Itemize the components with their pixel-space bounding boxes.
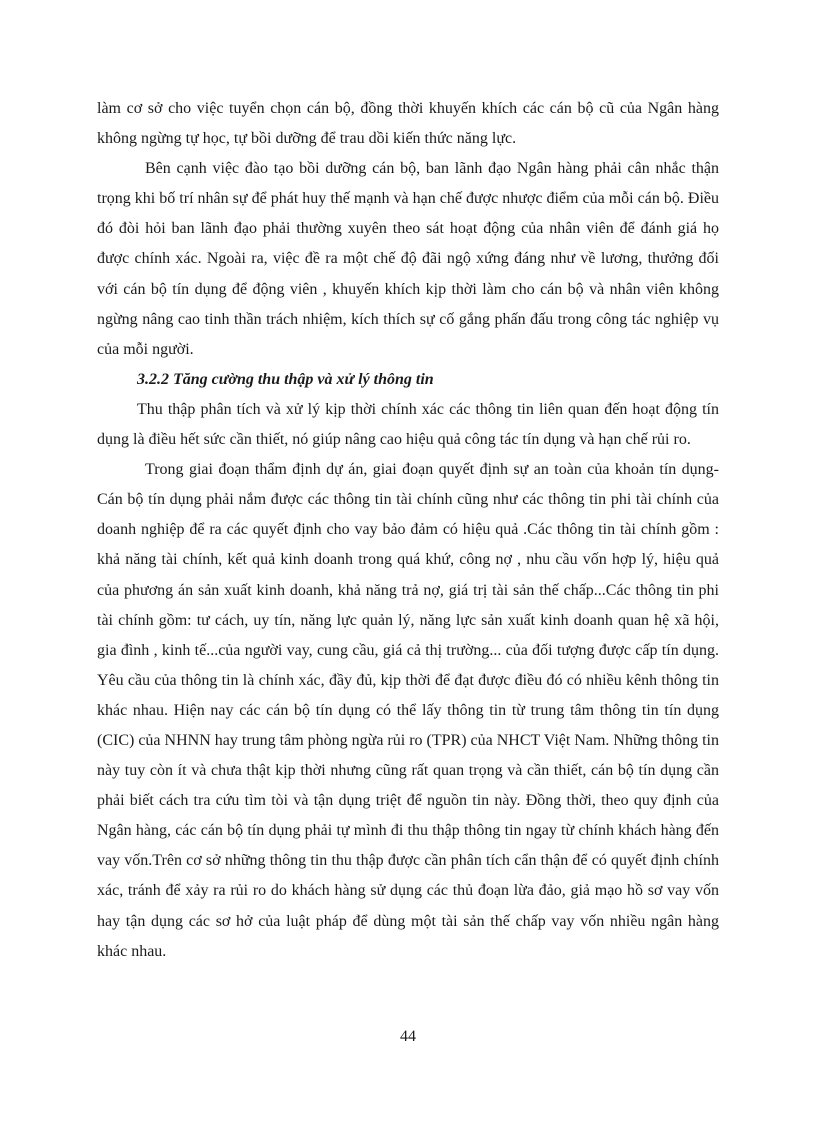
page-number: 44 — [400, 1028, 416, 1045]
paragraph-info-collection: Thu thập phân tích và xử lý kịp thời chính xác các thông tin liên quan đến hoạt động tín dụng là điều hết sức cần thiết, nó giúp nâng cao hiệu quả công tác tín dụng và hạn chế rủi ro. — [97, 400, 719, 449]
document-page — [97, 94, 719, 967]
paragraph-intro: làm cơ sở cho việc tuyển chọn cán bộ, đồng thời khuyến khích các cán bộ cũ của Ngân hàng không ngừng tự học, tự bồi dưỡng để trau dồi kiến thức năng lực. — [97, 100, 719, 148]
section-heading: 3.2.2 Tăng cường thu thập và xử lý thông tin — [137, 370, 434, 388]
paragraph-staffing: Bên cạnh việc đào tạo bồi dưỡng cán bộ, ban lãnh đạo Ngân hàng phải cân nhắc thận trọng khi bố trí nhân sự để phát huy thế mạnh và hạn chế được nhược điểm của mỗi cán bộ. Điều đó đòi hỏi ban lãnh đạo phải thường xuyên theo sát hoạt động của nhân viên để đánh giá họ được chính xác. Ngoài ra, việc đề ra một chế độ đãi ngộ xứng đáng như về lương, thưởng đối với cán bộ tín dụng để động viên , khuyến khích kịp thời làm cho cán bộ và nhân viên không ngừng nâng cao tinh thần trách nhiệm, kích thích sự cố gắng phấn đấu trong công tác nghiệp vụ của mỗi người. — [97, 160, 719, 358]
paragraph-appraisal: Trong giai đoạn thẩm định dự án, giai đoạn quyết định sự an toàn của khoản tín dụng- Cán bộ tín dụng phải nắm được các thông tin tài chính cũng như các thông tin phi tài chính của doanh nghiệp để ra các quyết định cho vay bảo đảm có hiệu quả .Các thông tin tài chính gồm : khả năng tài chính, kết quả kinh doanh trong quá khứ, công nợ , nhu cầu vốn hợp lý, hiệu quả của phương án sản xuất kinh doanh, khả năng trả nợ, giá trị tài sản thế chấp...Các thông tin phi tài chính gồm: tư cách, uy tín, năng lực quản lý, năng lực sản xuất kinh doanh quan hệ xã hội, gia đình , kinh tế...của người vay, cung cầu, giá cả thị trường... của đối tượng được cấp tín dụng. Yêu cầu của thông tin là chính xác, đầy đủ, kịp thời để đạt được điều đó có nhiều kênh thông tin khác nhau. Hiện nay các cán bộ tín dụng có thể lấy thông tin từ trung tâm thông tin tín dụng (CIC) của NHNN hay trung tâm phòng ngừa rủi ro (TPR) của NHCT Việt Nam. Những thông tin này tuy còn ít và chưa thật kịp thời nhưng cũng rất quan trọng và cần thiết, cán bộ tín dụng cần phải biết cách tra cứu tìm tòi và tận dụng triệt để nguồn tin này. Đồng thời, theo quy định của Ngân hàng, các cán bộ tín dụng phải tự mình đi thu thập thông tin ngay từ chính khách hàng đến vay vốn.Trên cơ sở những thông tin thu thập được cần phân tích cẩn thận để có quyết định chính xác, tránh để xảy ra rủi ro do khách hàng sử dụng các thủ đoạn lừa đảo, giả mạo hồ sơ vay vốn hay tận dụng các sơ hở của luật pháp để dùng một tài sản thế chấp vay vốn nhiều ngân hàng khác nhau. — [97, 461, 719, 960]
